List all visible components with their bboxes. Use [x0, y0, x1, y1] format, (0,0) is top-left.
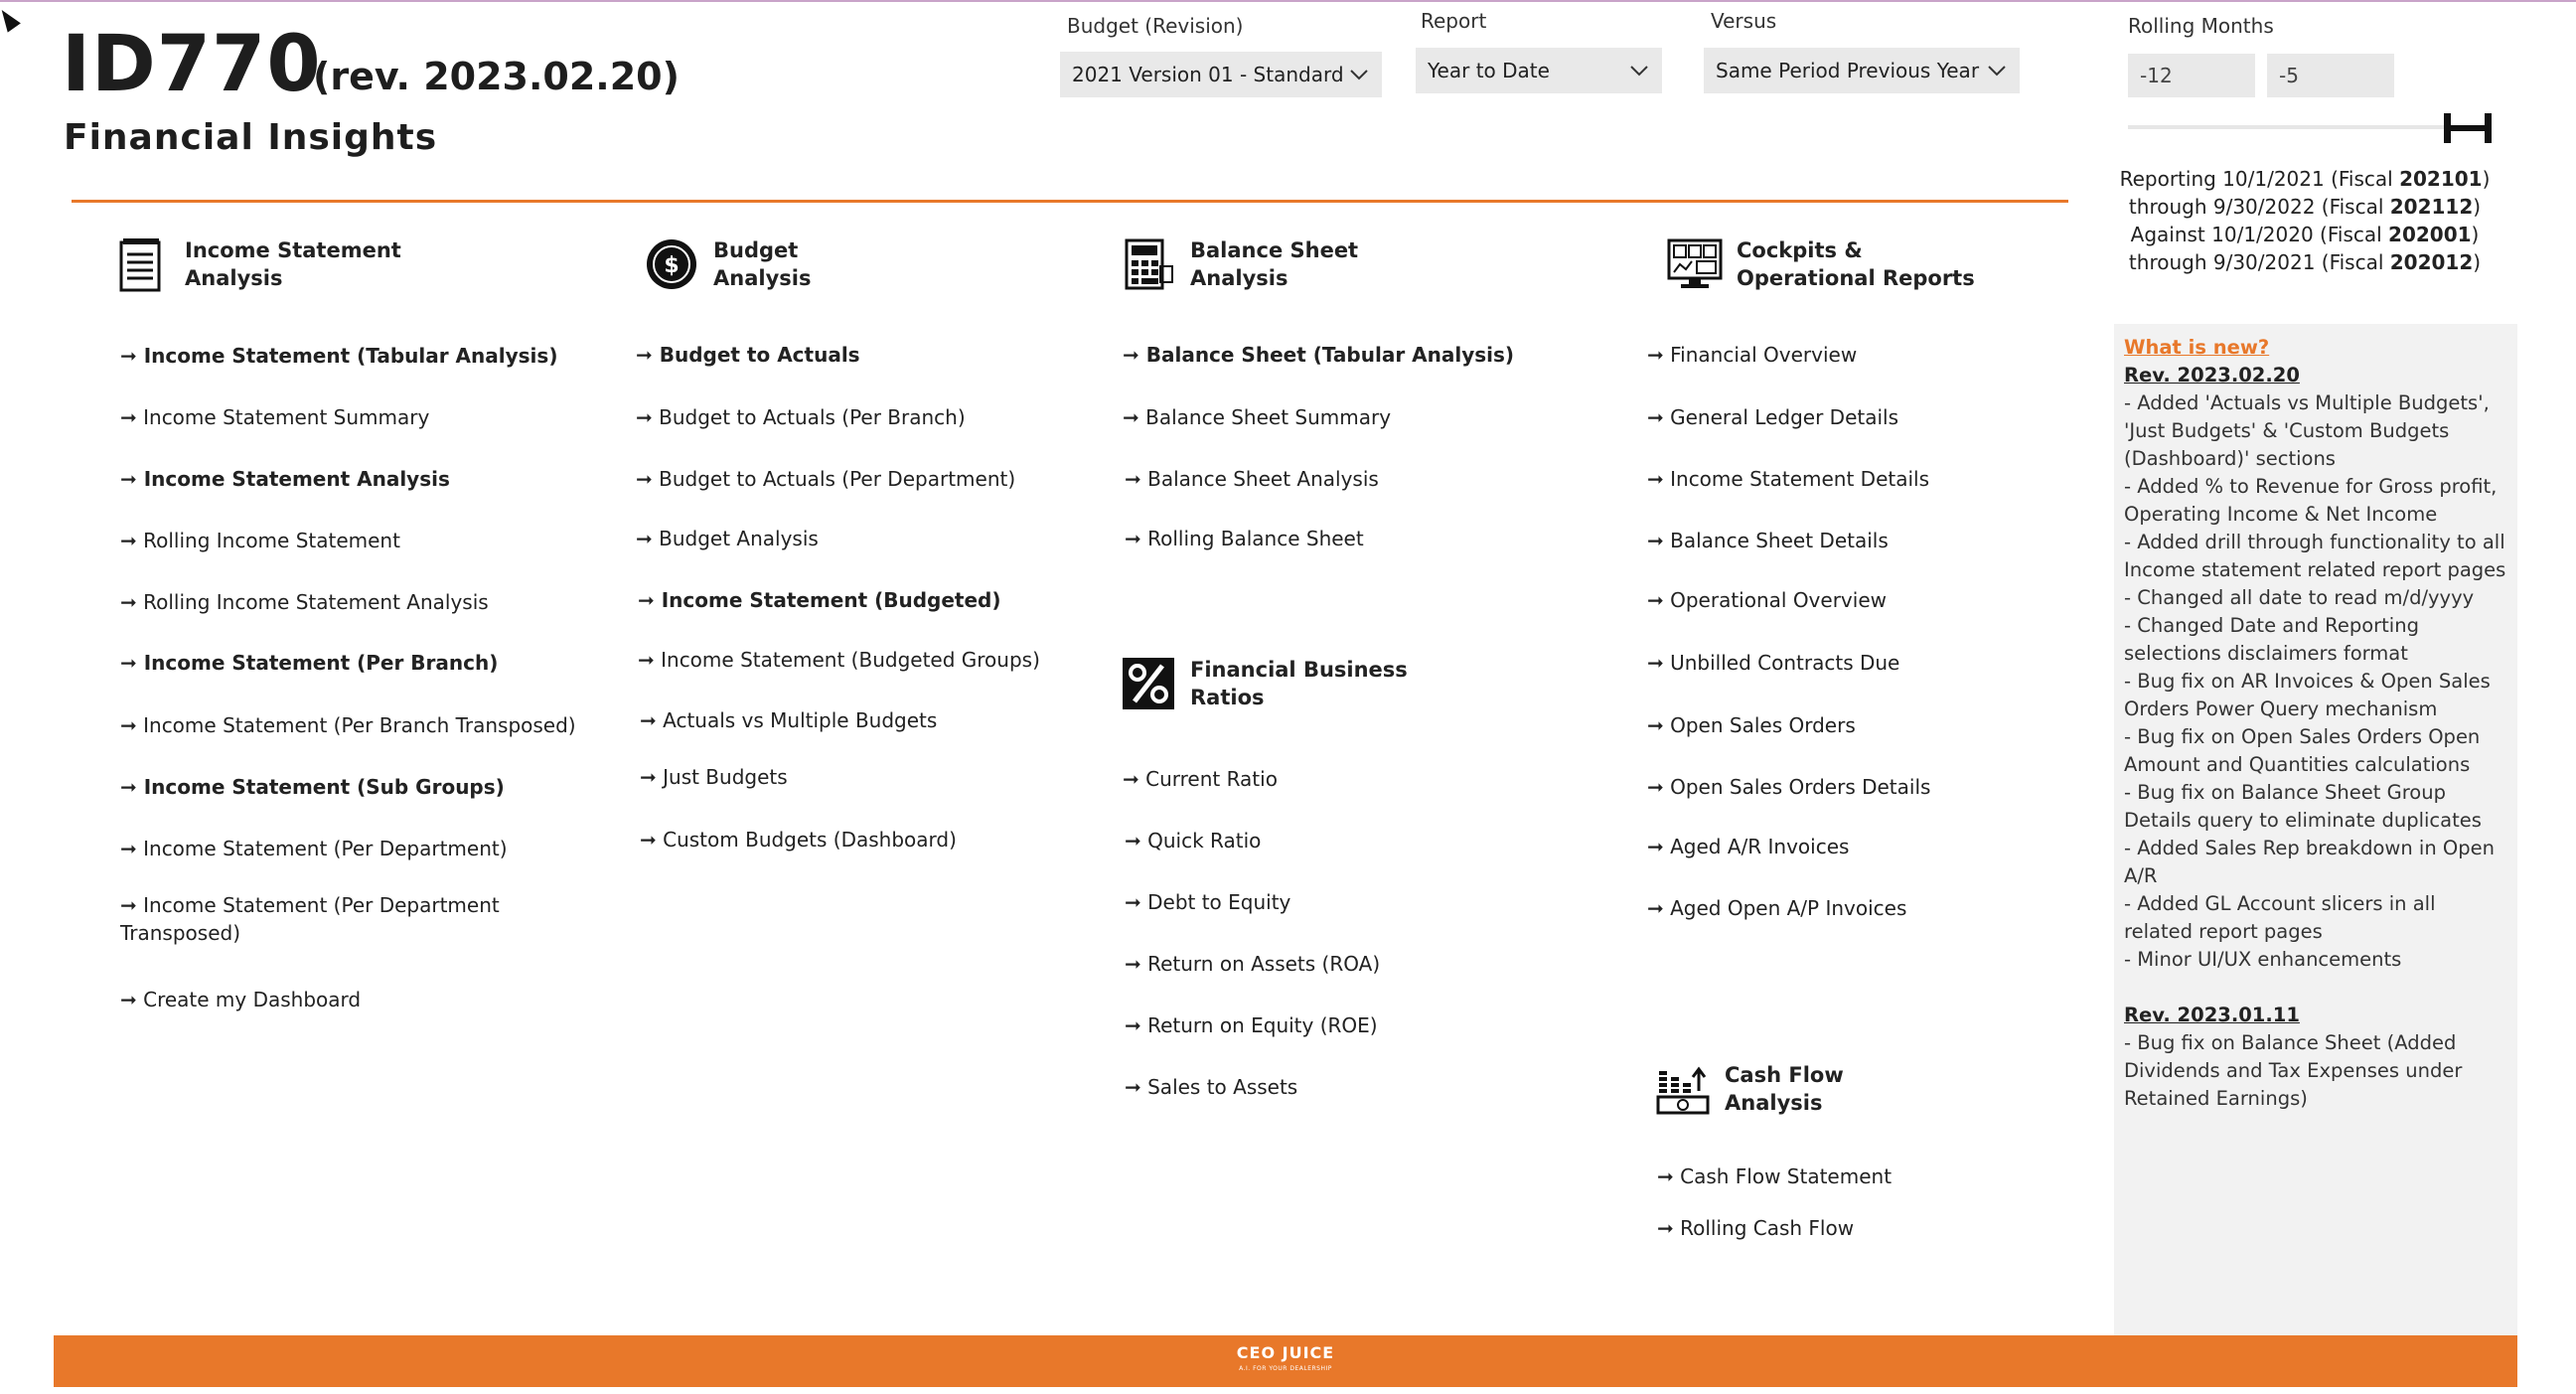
revision-note: - Added drill through functionality to all Income statement related report pages	[2124, 531, 2506, 581]
percent-icon	[1121, 656, 1176, 711]
footer-bar	[54, 1335, 2517, 1387]
link-balance-sheet-details[interactable]: ➞ Balance Sheet Details	[1647, 529, 1889, 552]
link-debt-to-equity[interactable]: ➞ Debt to Equity	[1125, 890, 1291, 914]
dashboard-monitor-icon	[1667, 236, 1723, 292]
mouse-cursor-icon	[0, 5, 21, 32]
link-income-statement-tabular[interactable]: ➞ Income Statement (Tabular Analysis)	[120, 344, 558, 368]
section-subtitle: Analysis	[713, 266, 812, 290]
calculator-icon	[1121, 236, 1176, 292]
link-income-statement-per-branch-transposed[interactable]: ➞ Income Statement (Per Branch Transposed)	[120, 713, 576, 737]
section-title: Balance Sheet	[1190, 238, 1359, 262]
section-cockpits	[1667, 236, 1975, 292]
revision-note: - Bug fix on AR Invoices & Open Sales Orders Power Query mechanism	[2124, 670, 2491, 720]
report-slicer-label: Report	[1421, 9, 1487, 33]
section-subtitle: Operational Reports	[1737, 266, 1975, 290]
link-sales-to-assets[interactable]: ➞ Sales to Assets	[1125, 1075, 1298, 1099]
link-general-ledger-details[interactable]: ➞ General Ledger Details	[1647, 405, 1898, 429]
budget-dropdown-value: 2021 Version 01 - Standard	[1072, 63, 1344, 86]
section-title: Cockpits &	[1737, 238, 1863, 262]
section-subtitle: Ratios	[1190, 686, 1265, 709]
report-dropdown[interactable]	[1416, 48, 1662, 93]
section-title: Cash Flow	[1725, 1063, 1844, 1087]
rolling-months-label: Rolling Months	[2128, 14, 2274, 38]
rolling-months-to-input[interactable]: -5	[2267, 54, 2394, 97]
revision-note: - Bug fix on Balance Sheet Group Details query to eliminate duplicates	[2124, 781, 2482, 832]
section-cash-flow	[1655, 1061, 1963, 1117]
link-income-statement-per-department-transposed[interactable]: ➞ Income Statement (Per Department Transposed)	[120, 893, 500, 945]
dollar-coin-icon	[644, 236, 699, 292]
link-custom-budgets-dashboard[interactable]: ➞ Custom Budgets (Dashboard)	[640, 828, 957, 852]
document-list-icon	[115, 236, 171, 292]
link-rolling-income-statement-analysis[interactable]: ➞ Rolling Income Statement Analysis	[120, 590, 489, 614]
link-quick-ratio[interactable]: ➞ Quick Ratio	[1125, 829, 1262, 852]
link-operational-overview[interactable]: ➞ Operational Overview	[1647, 588, 1887, 612]
whats-new-panel	[2114, 324, 2517, 1337]
revision-note: - Bug fix on Balance Sheet (Added Dividends and Tax Expenses under Retained Earnings)	[2124, 1031, 2463, 1110]
revision-heading: Rev. 2023.01.11	[2124, 1004, 2300, 1026]
link-income-statement-budgeted[interactable]: ➞ Income Statement (Budgeted)	[638, 588, 1001, 612]
revision-note: - Added Sales Rep breakdown in Open A/R	[2124, 837, 2495, 887]
versus-dropdown[interactable]	[1704, 48, 2020, 93]
section-title: Budget	[713, 238, 799, 262]
rolling-months-slider-track[interactable]	[2128, 125, 2466, 129]
section-financial-ratios	[1121, 656, 1429, 711]
chevron-down-icon	[1628, 60, 1650, 81]
link-create-my-dashboard[interactable]: ➞ Create my Dashboard	[120, 988, 362, 1011]
link-return-on-equity[interactable]: ➞ Return on Equity (ROE)	[1125, 1013, 1378, 1037]
svg-text:$: $	[664, 253, 680, 278]
section-budget-analysis	[644, 236, 952, 292]
versus-dropdown-value: Same Period Previous Year	[1716, 59, 1980, 82]
chevron-down-icon	[1986, 60, 2008, 81]
link-balance-sheet-analysis[interactable]: ➞ Balance Sheet Analysis	[1125, 467, 1379, 491]
link-balance-sheet-tabular[interactable]: ➞ Balance Sheet (Tabular Analysis)	[1123, 343, 1515, 367]
section-subtitle: Analysis	[1725, 1091, 1823, 1115]
section-subtitle: Analysis	[185, 266, 283, 290]
link-open-sales-orders-details[interactable]: ➞ Open Sales Orders Details	[1647, 775, 1931, 799]
app-title: ID770	[62, 20, 322, 109]
revision-heading: Rev. 2023.02.20	[2124, 364, 2300, 387]
revision-note: - Minor UI/UX enhancements	[2124, 948, 2402, 971]
link-budget-to-actuals-per-branch[interactable]: ➞ Budget to Actuals (Per Branch)	[636, 405, 966, 429]
link-return-on-assets[interactable]: ➞ Return on Assets (ROA)	[1125, 952, 1381, 976]
app-revision: (rev. 2023.02.20)	[313, 55, 680, 98]
chevron-down-icon	[1348, 64, 1370, 85]
top-border	[0, 0, 2576, 2]
slider-handles-icon[interactable]	[2442, 111, 2494, 145]
section-title: Financial Business	[1190, 658, 1408, 682]
link-budget-to-actuals-per-department[interactable]: ➞ Budget to Actuals (Per Department)	[636, 467, 1016, 491]
link-income-statement-summary[interactable]: ➞ Income Statement Summary	[120, 405, 430, 429]
link-rolling-balance-sheet[interactable]: ➞ Rolling Balance Sheet	[1125, 527, 1364, 550]
report-dropdown-value: Year to Date	[1428, 59, 1550, 82]
link-open-sales-orders[interactable]: ➞ Open Sales Orders	[1647, 713, 1856, 737]
link-financial-overview[interactable]: ➞ Financial Overview	[1647, 343, 1858, 367]
header-divider	[72, 200, 2068, 203]
revision-note: - Added 'Actuals vs Multiple Budgets', 'Just Budgets' & 'Custom Budgets (Dashboard)' sections	[2124, 391, 2490, 470]
link-rolling-income-statement[interactable]: ➞ Rolling Income Statement	[120, 529, 400, 552]
budget-slicer-label: Budget (Revision)	[1067, 14, 1244, 38]
link-budget-to-actuals[interactable]: ➞ Budget to Actuals	[636, 343, 860, 367]
link-just-budgets[interactable]: ➞ Just Budgets	[640, 765, 788, 789]
link-current-ratio[interactable]: ➞ Current Ratio	[1123, 767, 1278, 791]
versus-slicer-label: Versus	[1711, 9, 1777, 33]
link-income-statement-analysis[interactable]: ➞ Income Statement Analysis	[120, 467, 450, 491]
link-actuals-vs-multiple-budgets[interactable]: ➞ Actuals vs Multiple Budgets	[640, 708, 938, 732]
reporting-period-text: Reporting 10/1/2021 (Fiscal 202101) through 9/30/2022 (Fiscal 202112) Against 10/1/2020 (Fiscal 202001) through 9/30/2021 (Fiscal 202012)	[2119, 167, 2491, 274]
revision-note: - Added % to Revenue for Gross profit, Operating Income & Net Income	[2124, 475, 2498, 526]
link-balance-sheet-summary[interactable]: ➞ Balance Sheet Summary	[1123, 405, 1392, 429]
revision-note: - Bug fix on Open Sales Orders Open Amount and Quantities calculations	[2124, 725, 2481, 776]
link-unbilled-contracts-due[interactable]: ➞ Unbilled Contracts Due	[1647, 651, 1900, 675]
budget-dropdown[interactable]	[1060, 52, 1382, 97]
section-balance-sheet	[1121, 236, 1429, 292]
rolling-months-from-input[interactable]: -12	[2128, 54, 2255, 97]
section-subtitle: Analysis	[1190, 266, 1288, 290]
section-income-statement	[115, 236, 423, 292]
cash-flow-icon	[1655, 1061, 1711, 1117]
link-cash-flow-statement[interactable]: ➞ Cash Flow Statement	[1657, 1164, 1893, 1188]
revision-note: - Changed Date and Reporting selections disclaimers format	[2124, 614, 2419, 665]
link-aged-ar-invoices[interactable]: ➞ Aged A/R Invoices	[1647, 835, 1850, 858]
section-title: Income Statement	[185, 238, 401, 262]
ceo-juice-logo: CEO JUICE A.I. FOR YOUR DEALERSHIP	[1236, 1343, 1335, 1372]
link-income-statement-budgeted-groups[interactable]: ➞ Income Statement (Budgeted Groups)	[638, 648, 1040, 672]
link-aged-open-ap-invoices[interactable]: ➞ Aged Open A/P Invoices	[1647, 896, 1907, 920]
revision-note: - Changed all date to read m/d/yyyy	[2124, 586, 2475, 609]
link-income-statement-sub-groups[interactable]: ➞ Income Statement (Sub Groups)	[120, 775, 505, 799]
app-subtitle: Financial Insights	[64, 117, 438, 158]
link-rolling-cash-flow[interactable]: ➞ Rolling Cash Flow	[1657, 1216, 1855, 1240]
link-income-statement-details[interactable]: ➞ Income Statement Details	[1647, 467, 1930, 491]
link-income-statement-per-department[interactable]: ➞ Income Statement (Per Department)	[120, 837, 508, 860]
whats-new-heading[interactable]: What is new?	[2124, 336, 2270, 359]
link-budget-analysis[interactable]: ➞ Budget Analysis	[636, 527, 819, 550]
link-income-statement-per-branch[interactable]: ➞ Income Statement (Per Branch)	[120, 651, 499, 675]
revision-note: - Added GL Account slicers in all related report pages	[2124, 892, 2436, 943]
